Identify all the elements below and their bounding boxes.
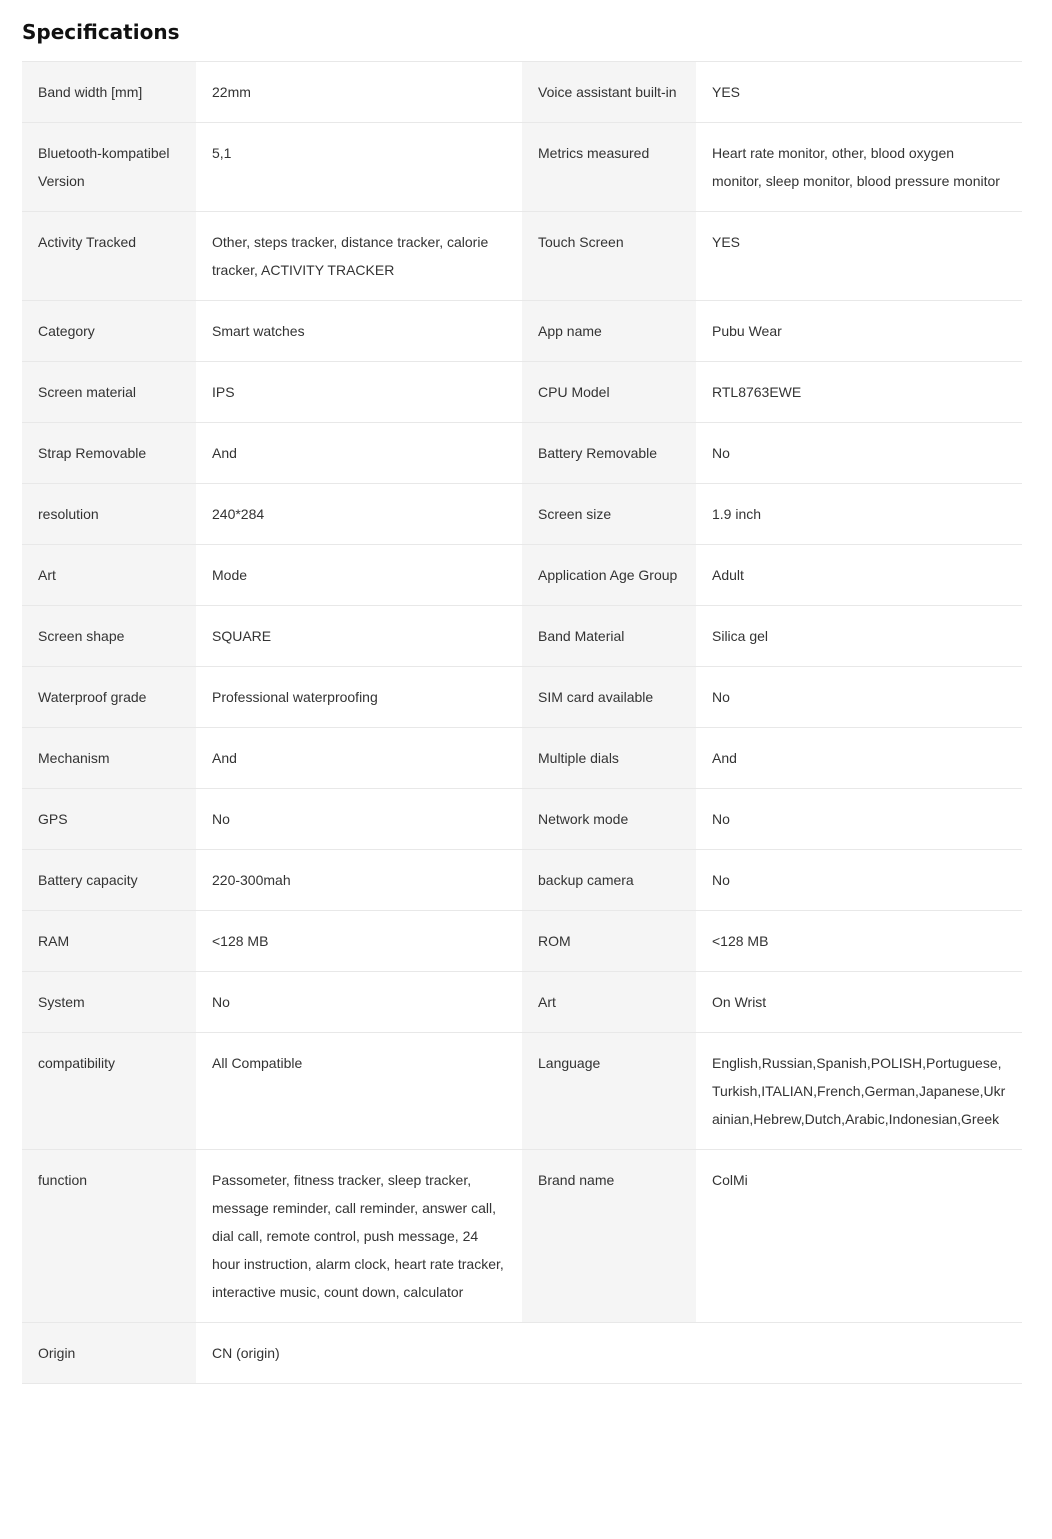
spec-value: Smart watches xyxy=(196,301,522,362)
spec-label: Brand name xyxy=(522,1150,696,1323)
spec-value: And xyxy=(196,728,522,789)
spec-label: Language xyxy=(522,1033,696,1150)
spec-label: Voice assistant built-in xyxy=(522,62,696,123)
spec-row xyxy=(22,301,1022,362)
spec-row xyxy=(22,1323,1022,1384)
spec-label: Screen shape xyxy=(22,606,196,667)
spec-value: YES xyxy=(696,62,1022,123)
spec-label: Activity Tracked xyxy=(22,212,196,301)
spec-value: No xyxy=(196,972,522,1033)
spec-row xyxy=(22,484,1022,545)
spec-row xyxy=(22,1033,1022,1150)
spec-label: Category xyxy=(22,301,196,362)
specifications-table xyxy=(22,61,1022,1384)
spec-label: Origin xyxy=(22,1323,196,1384)
spec-label: System xyxy=(22,972,196,1033)
spec-label: Waterproof grade xyxy=(22,667,196,728)
spec-row xyxy=(22,728,1022,789)
spec-label: compatibility xyxy=(22,1033,196,1150)
spec-label: Application Age Group xyxy=(522,545,696,606)
spec-row xyxy=(22,1150,1022,1323)
spec-label: Battery Removable xyxy=(522,423,696,484)
spec-value: SQUARE xyxy=(196,606,522,667)
spec-value: On Wrist xyxy=(696,972,1022,1033)
specifications-table-body xyxy=(22,62,1022,1384)
spec-value: Professional waterproofing xyxy=(196,667,522,728)
spec-value: And xyxy=(696,728,1022,789)
spec-label: Battery capacity xyxy=(22,850,196,911)
spec-row xyxy=(22,545,1022,606)
section-title: Specifications xyxy=(22,20,180,44)
spec-value: Passometer, fitness tracker, sleep tracker, message reminder, call reminder, answer call, dial call, remote control, push message, 24 hour instruction, alarm clock, heart rate tracker, interactive music, count down, calculator xyxy=(196,1150,522,1323)
spec-value: RTL8763EWE xyxy=(696,362,1022,423)
spec-row xyxy=(22,423,1022,484)
spec-label: Band Material xyxy=(522,606,696,667)
spec-label: ROM xyxy=(522,911,696,972)
spec-row xyxy=(22,123,1022,212)
spec-value: ColMi xyxy=(696,1150,1022,1323)
spec-row xyxy=(22,667,1022,728)
spec-label: Band width [mm] xyxy=(22,62,196,123)
spec-row xyxy=(22,789,1022,850)
spec-label: function xyxy=(22,1150,196,1323)
spec-value: 240*284 xyxy=(196,484,522,545)
spec-label: Strap Removable xyxy=(22,423,196,484)
spec-label: GPS xyxy=(22,789,196,850)
empty-cell xyxy=(522,1323,1022,1384)
spec-value: 22mm xyxy=(196,62,522,123)
spec-label: App name xyxy=(522,301,696,362)
spec-label: CPU Model xyxy=(522,362,696,423)
spec-value: IPS xyxy=(196,362,522,423)
spec-row xyxy=(22,362,1022,423)
spec-value: Silica gel xyxy=(696,606,1022,667)
spec-value: <128 MB xyxy=(696,911,1022,972)
spec-label: Art xyxy=(522,972,696,1033)
spec-label: Art xyxy=(22,545,196,606)
spec-label: Bluetooth-kompatibel Version xyxy=(22,123,196,212)
spec-value: Adult xyxy=(696,545,1022,606)
spec-value: English,Russian,Spanish,POLISH,Portuguese,Turkish,ITALIAN,French,German,Japanese,Ukrainian,Hebrew,Dutch,Arabic,Indonesian,Greek xyxy=(696,1033,1022,1150)
spec-value: No xyxy=(696,667,1022,728)
spec-label: Multiple dials xyxy=(522,728,696,789)
spec-value: 5,1 xyxy=(196,123,522,212)
spec-row xyxy=(22,212,1022,301)
spec-row xyxy=(22,606,1022,667)
spec-value: YES xyxy=(696,212,1022,301)
spec-label: Touch Screen xyxy=(522,212,696,301)
spec-label: Metrics measured xyxy=(522,123,696,212)
spec-value: No xyxy=(696,850,1022,911)
spec-value: Heart rate monitor, other, blood oxygen monitor, sleep monitor, blood pressure monitor xyxy=(696,123,1022,212)
spec-label: RAM xyxy=(22,911,196,972)
spec-row xyxy=(22,972,1022,1033)
spec-value: Other, steps tracker, distance tracker, calorie tracker, ACTIVITY TRACKER xyxy=(196,212,522,301)
spec-value: No xyxy=(696,423,1022,484)
spec-row xyxy=(22,911,1022,972)
spec-row xyxy=(22,62,1022,123)
spec-value: And xyxy=(196,423,522,484)
spec-value: No xyxy=(696,789,1022,850)
spec-label: Screen material xyxy=(22,362,196,423)
spec-value: Mode xyxy=(196,545,522,606)
spec-value: CN (origin) xyxy=(196,1323,522,1384)
spec-value: Pubu Wear xyxy=(696,301,1022,362)
spec-label: Mechanism xyxy=(22,728,196,789)
spec-value: 220-300mah xyxy=(196,850,522,911)
spec-label: backup camera xyxy=(522,850,696,911)
spec-row xyxy=(22,850,1022,911)
spec-value: All Compatible xyxy=(196,1033,522,1150)
spec-value: <128 MB xyxy=(196,911,522,972)
spec-label: SIM card available xyxy=(522,667,696,728)
spec-value: No xyxy=(196,789,522,850)
spec-label: Network mode xyxy=(522,789,696,850)
spec-label: resolution xyxy=(22,484,196,545)
spec-value: 1.9 inch xyxy=(696,484,1022,545)
spec-label: Screen size xyxy=(522,484,696,545)
